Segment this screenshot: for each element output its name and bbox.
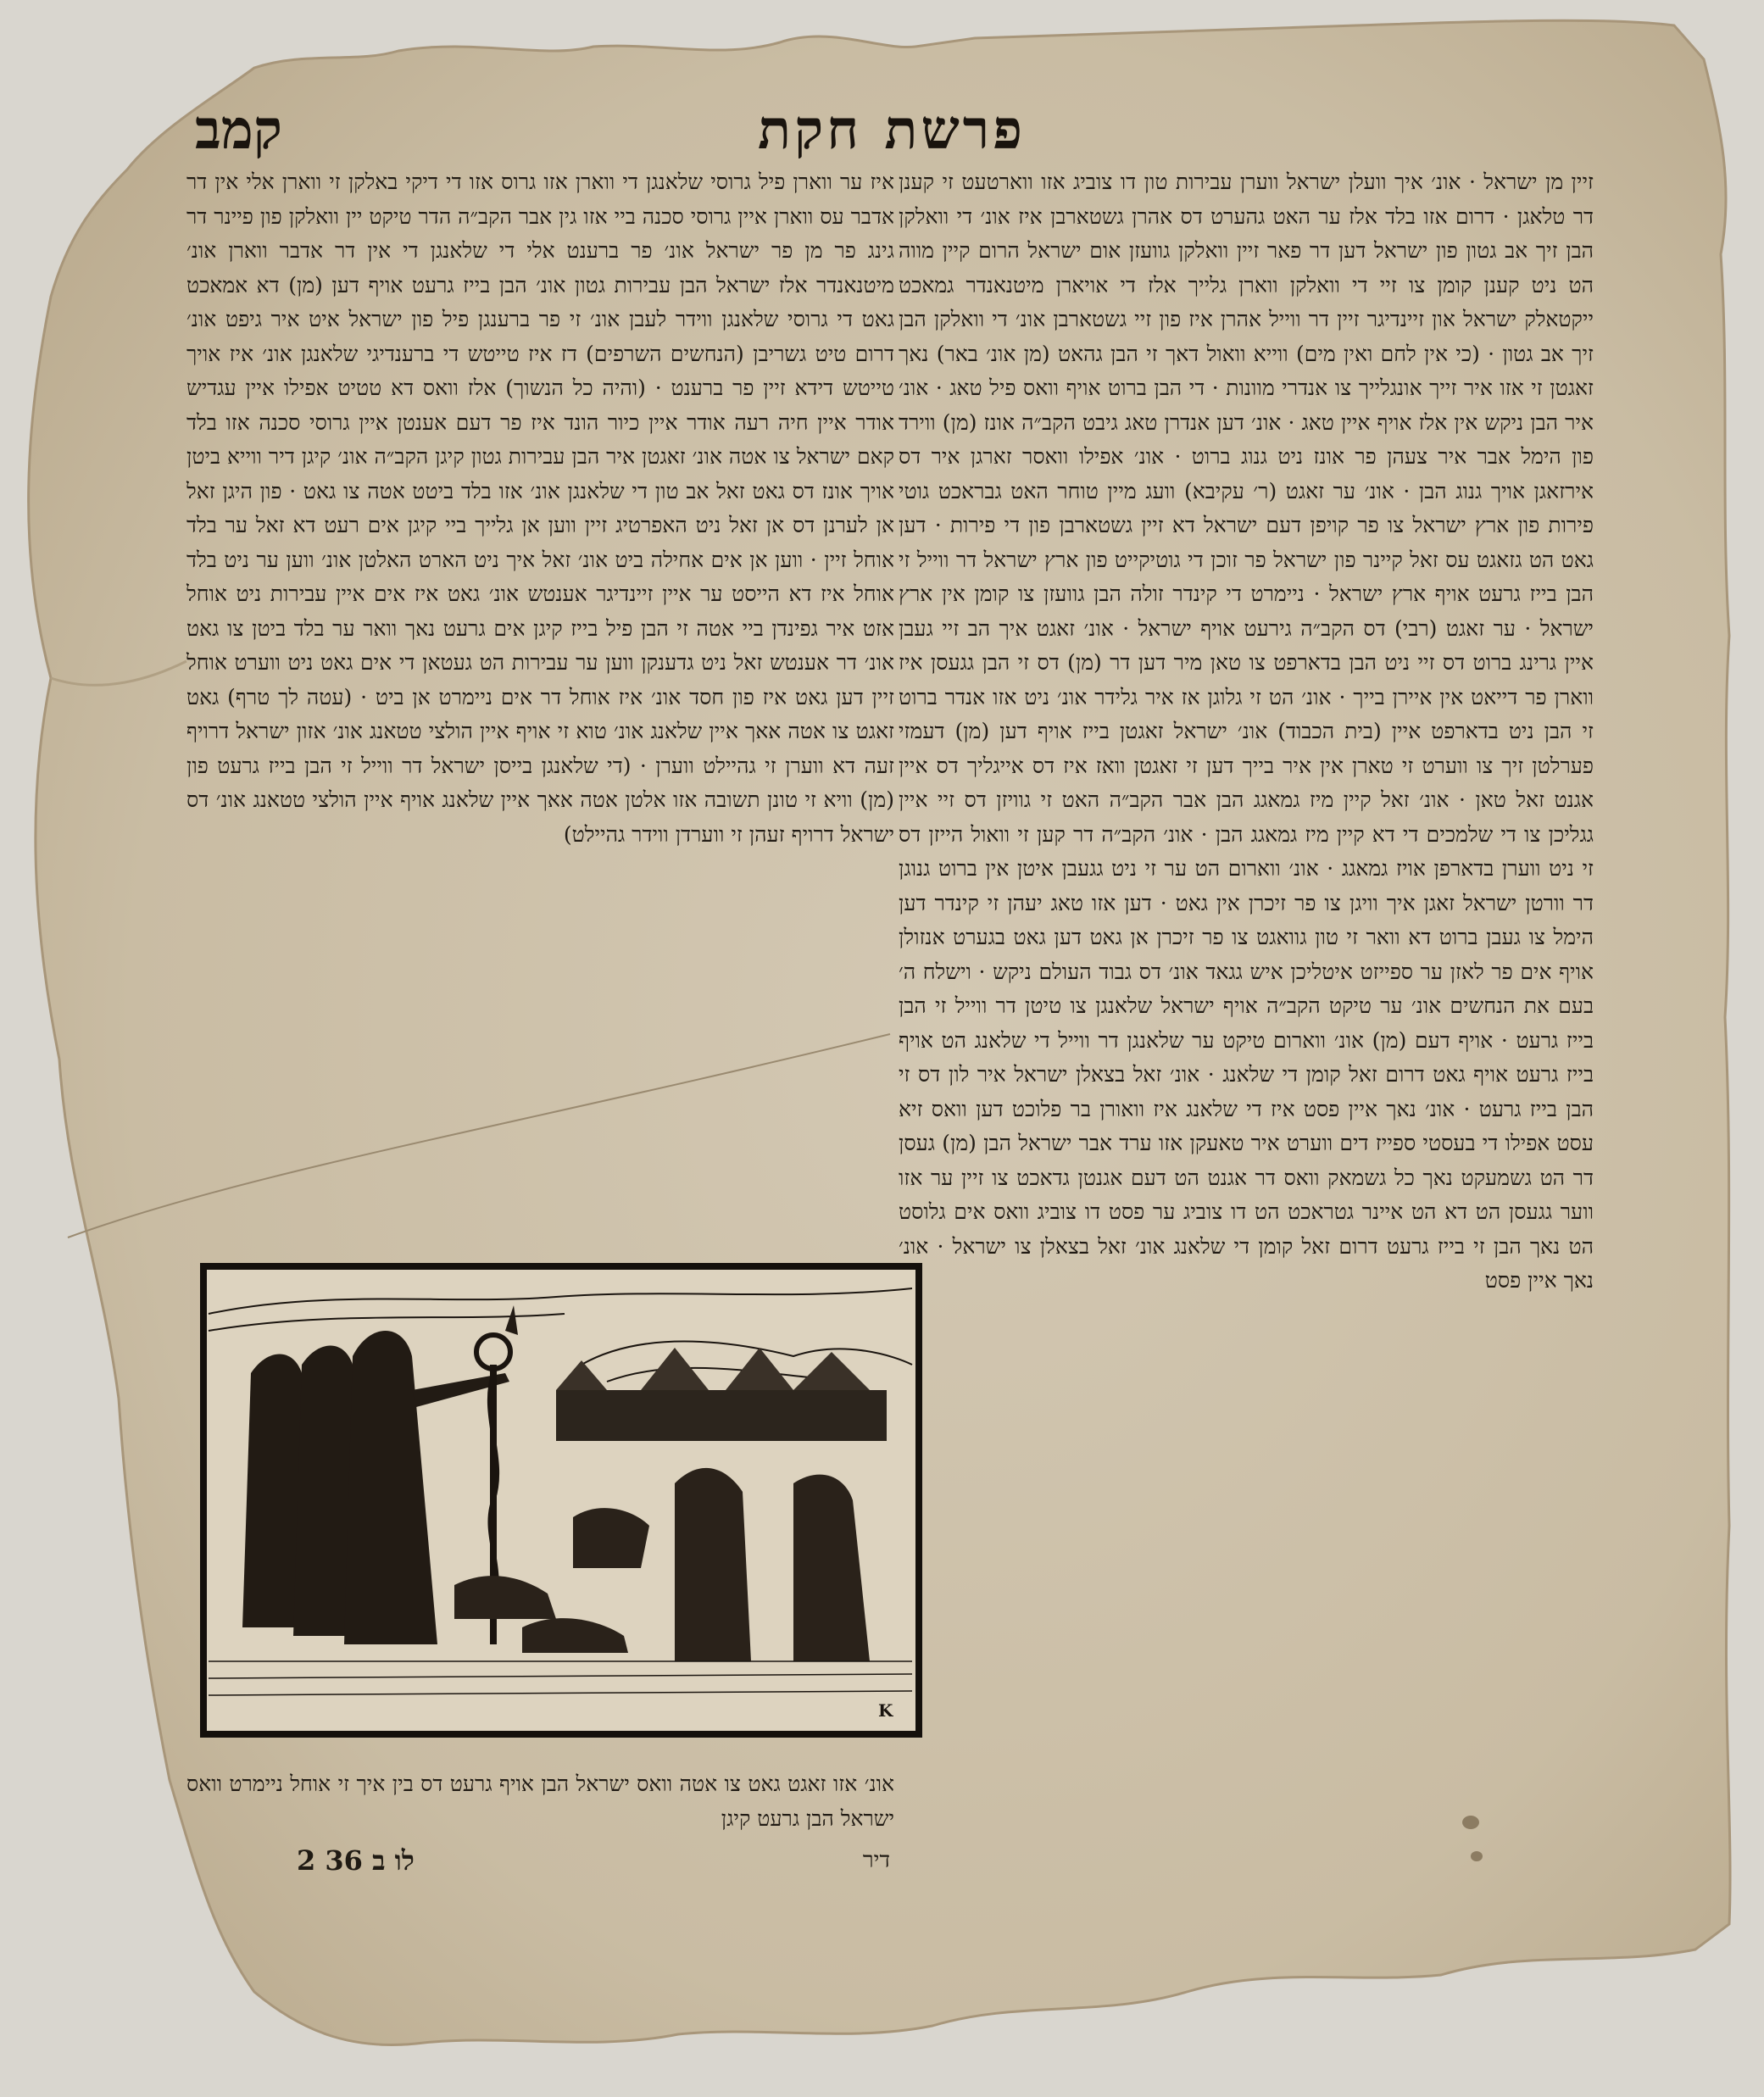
- left-column-text: איז ער ווארן פיל גרוסי שלאנגן די ווארן אזו גרוס אזו די דיקי באלקן זי ווארן אלי אין דר אדבר עס ווארן איין גרוסי סכנה ביי אזו גין אבר הקב״ה הדר טיקט יין וואלקן פון פיינר דר גינג פר מן פר ישראל אונ׳ פר ברענט אלי די שלאנגן די אין דר אדבר ווארן אונ׳ מיטנאנדר אלז ישראל הבן עבירות גטון אונ׳ הבן בייז גרעט אויף דען (מן) דא אמאכט גאט די גרוסי שלאנגן ווידר לעבן אונ׳ זי פר ברענגן פיל פון ישראל איט איר גיפט אונ׳ דרום טיט גשריבן (הנחשים השרפים) דז איז טייטש די ברענדיגי שלאנגן אונ׳ איז אויך טייטש דידא זיין פר ברענט · (והיה כל הנשוך) אלז וואס דא טטיט אפילו איין עגדיש אודר איין חיה רעה אודר איין כיור הונד איז פר דעם אענטן איין גרוסי סכנה אזו בלד קאם ישראל צו אטה אונ׳ זאגטן איר הבן עבירות גטון קיגן הקב״ה אונ׳ קיגן דיר ווייא ביטן אויך אונז דס גאט זאל אב טון די שלאנגן אונ׳ אזו בלד ביטט אטה צו גאט · פון היגן זאל אן לערנן דס אן זאל ניט האפרטיג זיין ווען אן גלייך ביי קיגן אים רעט דא זאל ער בלד אוחל זיין · ווען אן אים אחילה ביט אונ׳ זאל איך ניט הארט האלטן אונ׳ ווען ער ניט בלד אוחל איז דא הייסט ער איין זיינדיגר אענטש אונ׳ גאט איז אים איין עבירות ניט אוחל אזט איר גפינדן ביי אטה זי הבן פיל בייז קיגן אים גרעט נאך וואר ער בלד ביטן צו גאט אונ׳ דר אענטש זאל ניט גדענקן ווען ער עבירות הט געטאן די אים גאט ניט ווערט אוחל זיין דען גאט איז פון חסד אונ׳ איז אוחל דר אים ניימרט אן ביט · (עטה לך טרף) גאט זאגט צו אטה אאך איין שלאנג אונ׳ טוא זי אויף איין הולצי טטאנג אונ׳ אזון ישראל דרויף זעה דא ווערן זי גהיילט ווערן · (די שלאנגן בייסן ישראל דר ווייל זי הבן בייז גרעט פון (מן) וויא זי טונן תשובה אזו אלטן אטה אאך איין שלאנג אויף איין הולצי טטאנג אונ׳ דס ישראל דרויף זעהן זי ווערדן ווידר גהיילט): [186, 170, 894, 847]
- folio-number: קמב: [195, 97, 283, 162]
- woodcut-illustration: [200, 1263, 922, 1738]
- left-bottom-column-text: אונ׳ אזו זאגט גאט צו אטה וואס ישראל הבן אויף גרעט דס בין איך זי אוחל ניימרט וואס ישראל הבן גרעט קיגן: [186, 1772, 894, 1831]
- signature-line: [297, 1839, 890, 1882]
- left-bottom-text: [186, 1767, 894, 1844]
- running-head: [195, 92, 1077, 168]
- right-column-text: זיין מן ישראל · אונ׳ איך וועלן ישראל ווערן עבירות טון דו צוביג אזו ווארטעט זי קענן דר טלאגן · דרום אזו בלד אלז ער האט גהערט דס אהרן גשטארבן איז אונ׳ די וואלקן הבן זיך אב גטון פון ישראל דען דר פאר זיין וואלקן גוועזן אום ישראל הרום קיין מווה הט ניט קענן קומן צו זיי די וואלקן ווארן גלייך אלז די אויארן מיטנאנדר גמאכט ייקטאלק ישראל און זיינדיגר זיין דר ווייל אהרן איז פון זיי גשטארבן אונ׳ די וואלקן הבן זיך אב גטון · (כי אין לחם ואין מים) ווייא וואול דאך זי הבן גהאט (מן אונ׳ באר) נאך זאגטן זי אזו איר זייך אונגלייך צו אנדרי מוונות · די הבן ברוט אויף וואס פיל טאג · אונ׳ איר הבן ניקש אין אלז אויף איין טאג · אונ׳ דען אנדרן טאג גיבט הקב״ה אונז (מן) ווירד פון הימל אבר איר צעהן פר אונז ניט גנוג ברוט · אונ׳ אפילו וואסר זארגן איר דס אירזאגן אויך גנוג הבן · אונ׳ ער זאגט (ר׳ עקיבא) וועג מיין טוחר האט גבראכט גוטי פירות פון ארץ ישראל צו פר קויפן דעם ישראל דא זיין גשטארבן פון די פירות · דען גאט הט גזאגט עס זאל קיינר פון ישראל פר זוכן די גוטיקייט פון ארץ ישראל דר ווייל זי הבן בייז גרעט אויף ארץ ישראל · ניימרט די קינדר זולה הבן גוועזן צו קומן אין ארץ ישראל · ער זאגט (רבי) דס הקב״ה גירעט אויף ישראל · אונ׳ זאגט איך הב זיי געבן איין גרינג ברוט דס זיי ניט הבן בדארפט צו טאן מיר דען דר (מן) דס זי הבן גגעסן איז ווארן פר דייאט אין איירן בייך · אונ׳ הט זי גלוגן אז איר גלידר אונ׳ ניט אזו אנדר ברוט זי הבן ניט בדארפט איין (בית הכבוד) אונ׳ ישראל זאגטן בייז אויף דען (מן) דעמזי פערלטן זיך צו ווערט זי טארן אין איר בייך דען זי זאגטן וואז איז דס אייגליך דס איין אגנט זאל טאן · אונ׳ זאל קיין מיז גמאגג הבן אבר הקב״ה האט זי גוויזן דס זיי איין גגליכן צו די שלמכים די דא קיין מיז גמאגג הבן · אונ׳ הקב״ה דר קען זי וואול הייזן דס זי ניט ווערן בדארפן אויז גמאגג · אונ׳ ווארום הט ער זי ניט גגעבן איטן אין ברוט גנוגן דר וורטן ישראל זאגן איך וויגן צו פר זיכרן אין גאט · דען אזו טאג יעהן זי קינדר דען הימל צו געבן ברוט דא וואר זי טון גוואגט צו פר זיכרן אן גאט דען גאט בגערט אנזולן אויף אים פר לאזן ער ספייזט איטליכן איש גגאד אונ׳ דס גבוד העולם ניקש · וישלח ה׳ בעם את הנחשים אונ׳ ער טיקט הקב״ה אויף ישראל שלאנגן צו טיטן דר ווייל זי הבן בייז גרעט · אויף דעם (מן) אונ׳ ווארום טיקט ער שלאנגן דר ווייל די שלאנג הט אויף בייז גרעט אויף גאט דרום זאל קומן די שלאנג · אונ׳ זאל בצאלן ישראל איר לון דס זי הבן בייז גרעט · אונ׳ נאך איין פסט איז די שלאנג איז וואורן בר פלוכט דען וואס זיא עסט אפילו די בעסטי ספייז דים ווערט איר טאעקן אזו ערד אבר ישראל הבן (מן) געסן דר הט גשמעקט נאך כל גשמאק וואס דר אגנט הט דעם אגנטן גדאכט צו זיין ער אזו ווער גגעסן הט דא הט איינר גטראכט הט דו צוביג ער פסט דו צוביג וואס אים גלוסט הט נאך הבן זי בייז גרעט דרום זאל קומן די שלאנג אונ׳ זאל בצאלן צו ישראל · אונ׳ נאך איין פסט: [899, 170, 1594, 1293]
- right-text-column: [899, 165, 1594, 1852]
- parsha-title: פרשת חקת: [757, 97, 1026, 162]
- signature-mark: 2 36 לו ב: [297, 1844, 415, 1877]
- catchword: דיר: [862, 1848, 890, 1873]
- left-text-column: [186, 165, 894, 1089]
- woodcut-signature-letter: K: [878, 1700, 893, 1721]
